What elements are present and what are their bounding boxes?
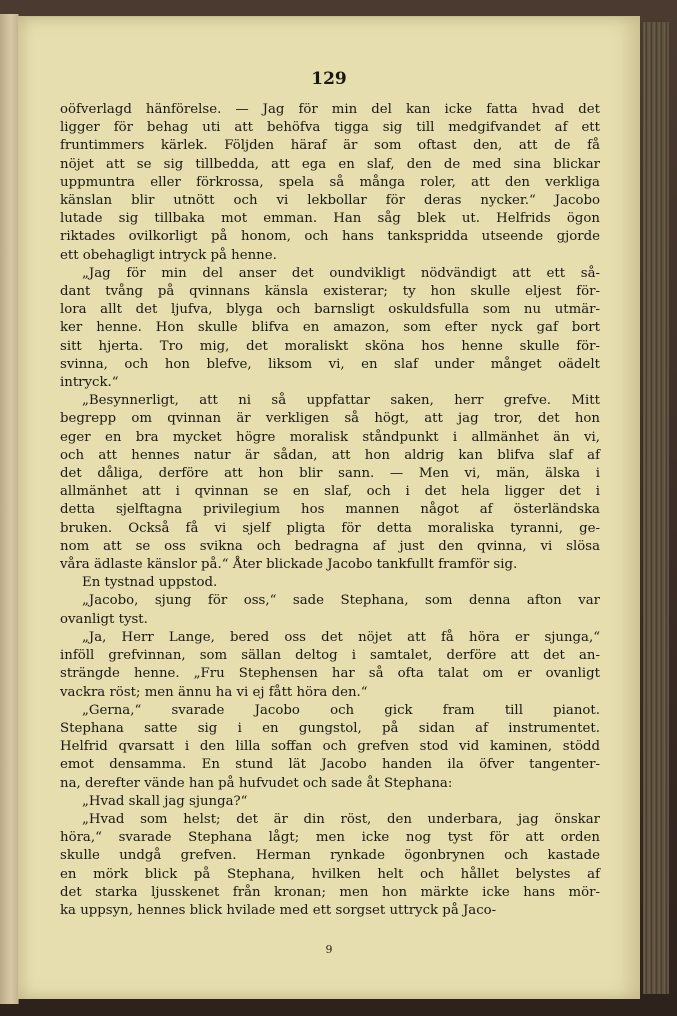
text-line: fruntimmers kärlek. Följden häraf är som oftast den, att de få (60, 138, 600, 154)
text-line: ka uppsyn, hennes blick hvilade med ett sorgset uttryck på Jaco- (60, 902, 497, 918)
text-line: inföll grefvinnan, som sällan deltog i samtalet, derföre att det an- (60, 648, 600, 664)
text-line: strängde henne. „Fru Stephensen har så ofta talat om er ovanligt (60, 666, 600, 682)
text-line: våra ädlaste känslor på.“ Åter blickade Jacobo tankfullt framför sig. (60, 557, 518, 573)
text-line: uppmuntra eller förkrossa, spela så många roler, att den verkliga (60, 174, 600, 190)
text-line: oöfverlagd hänförelse. — Jag för min del kan icke fatta hvad det (60, 102, 600, 117)
text-line: och att hennes natur är sådan, att hon aldrig kan blifva slaf af (60, 447, 600, 463)
paragraph (60, 101, 600, 265)
text-line: svinna, och hon blefve, liksom vi, en slaf under månget oädelt (60, 356, 600, 372)
text-line: eger en bra mycket högre moralisk ståndpunkt i allmänhet än vi, (60, 429, 600, 445)
text-line: ker henne. Hon skulle blifva en amazon, som efter nyck gaf bort (60, 320, 600, 336)
book-binding-left (0, 14, 19, 1004)
text-line: skulle undgå grefven. Herman rynkade ögonbrynen och kastade (60, 848, 600, 864)
paragraph (60, 592, 600, 628)
text-line: allmänhet att i qvinnan se en slaf, och i det hela ligger det i (60, 484, 600, 500)
text-line: na, derefter vände han på hufvudet och sade åt Stephana: (60, 775, 453, 791)
paragraph (60, 702, 600, 793)
text-line: lora allt det ljufva, blyga och barnsligt oskuldsfulla som nu utmär- (60, 302, 600, 318)
paragraph (60, 265, 600, 392)
text-line: emot densamma. En stund lät Jacobo handen ila öfver tangenter- (60, 757, 600, 773)
text-line: det dåliga, derföre att hon blir sann. — Men vi, män, älska i (60, 466, 600, 482)
page-number: 129 (311, 69, 347, 89)
text-line: „Hvad skall jag sjunga?“ (82, 793, 248, 809)
text-line: känslan blir utnött och vi lekbollar för deras nycker.“ Jacobo (60, 193, 600, 209)
text-line: riktades ovilkorligt på honom, och hans tankspridda utseende gjorde (60, 229, 600, 245)
paragraph (60, 629, 600, 702)
text-line: höra,“ svarade Stephana lågt; men icke nog tyst för att orden (60, 830, 600, 846)
text-line: begrepp om qvinnan är verkligen så högt, att jag tror, det hon (60, 411, 600, 427)
book-page (18, 16, 640, 999)
text-line: nom att se oss svikna och bedragna af just den qvinna, vi slösa (60, 538, 600, 554)
text-line: nöjet att se sig tillbedda, att ega en slaf, den de med sina blickar (60, 156, 600, 172)
text-line: „Gerna,“ svarade Jacobo och gick fram till pianot. (82, 702, 600, 718)
text-line: detta sjelftagna privilegium hos mannen något af österländska (60, 502, 600, 518)
text-line: ett obehagligt intryck på henne. (60, 247, 277, 263)
paragraph (60, 793, 600, 811)
text-line: „Jag för min del anser det oundvikligt nödvändigt att ett så- (82, 265, 600, 281)
text-line: ligger för behag uti att behöfva tigga sig till medgifvandet af ett (60, 120, 600, 136)
text-line: „Besynnerligt, att ni så uppfattar saken, herr grefve. Mitt (82, 393, 600, 409)
text-line: „Jacobo, sjung för oss,“ sade Stephana, som denna afton var (82, 593, 600, 609)
text-line: bruken. Också få vi sjelf pligta för detta moraliska tyranni, ge- (60, 520, 600, 536)
paragraph (60, 574, 600, 592)
body-text (60, 101, 600, 920)
text-line: det starka ljusskenet från kronan; men hon märkte icke hans mör- (60, 884, 600, 900)
text-line: Stephana satte sig i en gungstol, på sidan af instrumentet. (60, 720, 600, 736)
text-line: intryck.“ (60, 375, 119, 391)
text-line: En tystnad uppstod. (82, 575, 218, 591)
text-line: „Hvad som helst; det är din röst, den underbara, jag önskar (82, 811, 600, 827)
text-line: vackra röst; men ännu ha vi ej fått höra den.“ (60, 684, 368, 700)
text-line: en mörk blick på Stephana, hvilken helt och hållet belystes af (60, 866, 600, 882)
text-line: dant tvång på qvinnans känsla existerar; ty hon skulle eljest för- (60, 284, 600, 300)
text-line: Helfrid qvarsatt i den lilla soffan och grefven stod vid kaminen, stödd (60, 739, 600, 755)
text-line: lutade sig tillbaka mot emman. Han såg blek ut. Helfrids ögon (60, 211, 600, 227)
page-edges (643, 22, 669, 994)
paragraph (60, 392, 600, 574)
text-line: „Ja, Herr Lange, bered oss det nöjet att få höra er sjunga,“ (82, 629, 600, 645)
text-line: ovanligt tyst. (60, 611, 148, 627)
paragraph (60, 811, 600, 920)
signature-mark: 9 (325, 943, 333, 956)
text-line: sitt hjerta. Tro mig, det moraliskt sköna hos henne skulle för- (60, 338, 600, 354)
